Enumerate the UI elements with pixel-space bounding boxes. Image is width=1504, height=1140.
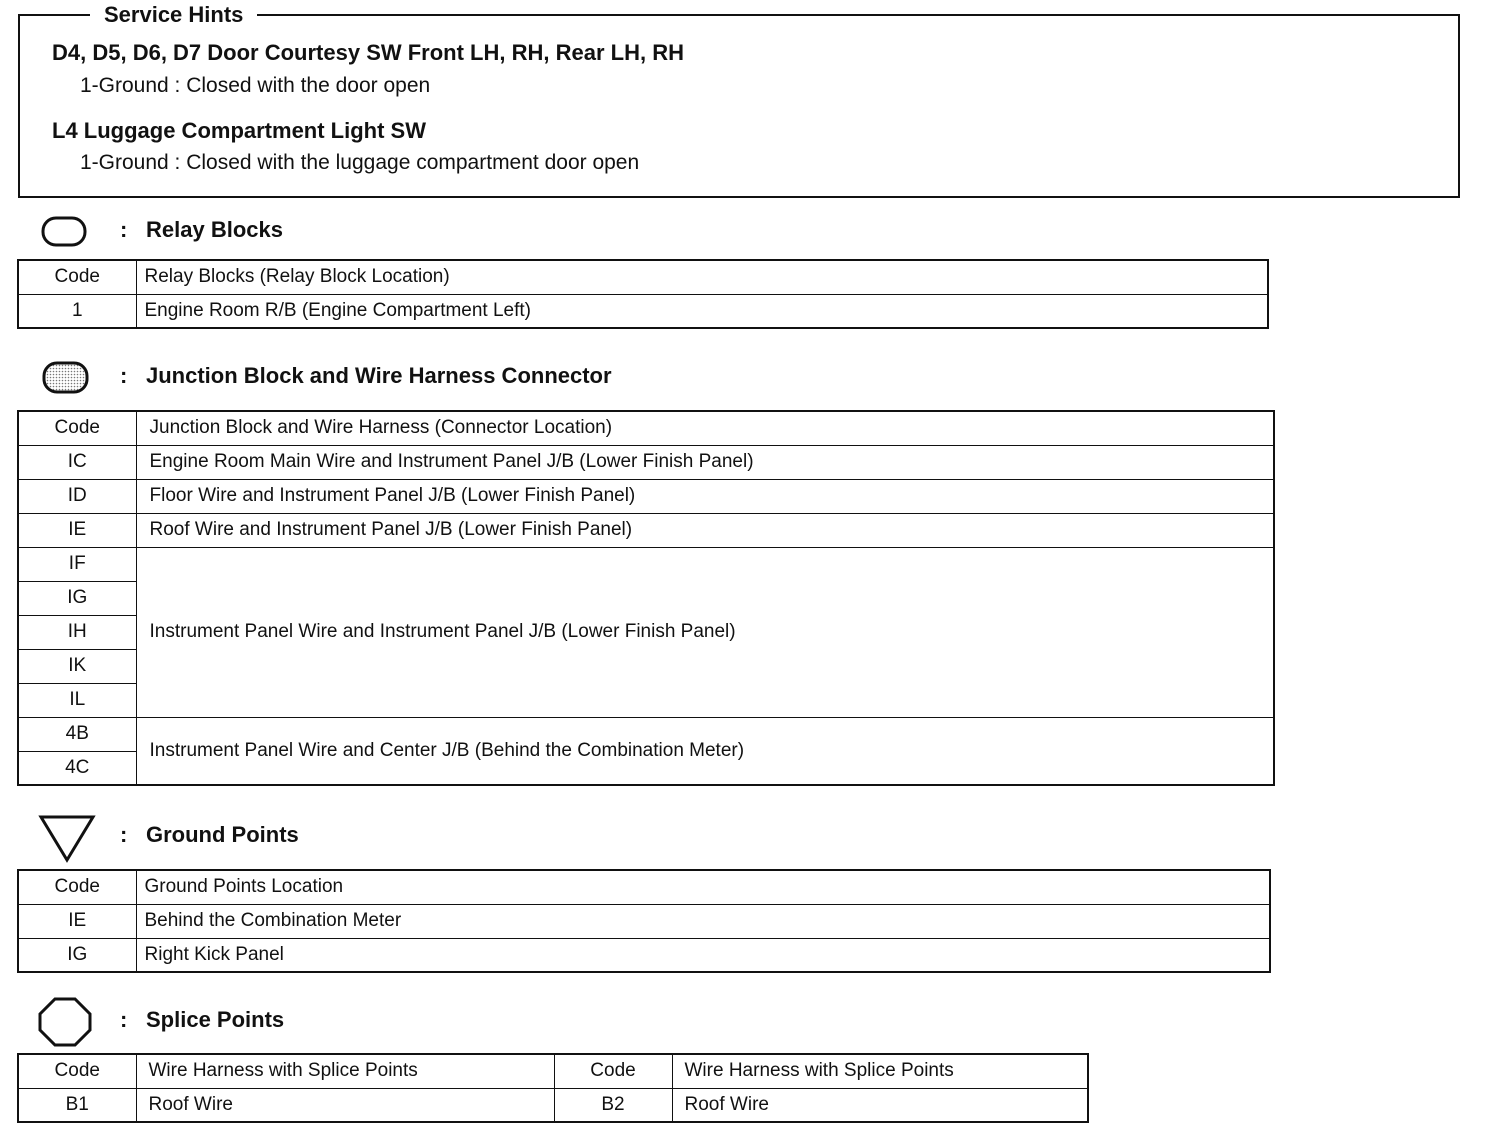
hint-desc-luggage-light: 1-Ground : Closed with the luggage compartment door open: [80, 151, 640, 174]
ground-points-table: [17, 869, 1271, 973]
service-hints-legend: Service Hints: [90, 2, 257, 28]
splice-points-heading: Splice Points: [146, 1007, 285, 1032]
code-header: Code: [18, 411, 136, 445]
table-row: [18, 479, 1274, 513]
relay-blocks-table: [17, 259, 1269, 329]
desc-header: Relay Blocks (Relay Block Location): [136, 260, 1268, 294]
row-code: IG: [18, 938, 136, 972]
desc-header: Ground Points Location: [136, 870, 1270, 904]
desc-header: Junction Block and Wire Harness (Connector Location): [136, 411, 1274, 445]
table-row: [18, 904, 1270, 938]
table-row: [18, 294, 1268, 328]
hint-desc-door-courtesy: 1-Ground : Closed with the door open: [80, 74, 431, 97]
hint-title-luggage-light: L4 Luggage Compartment Light SW: [52, 118, 426, 143]
splice-points-colon: :: [120, 1007, 128, 1032]
row-desc: Floor Wire and Instrument Panel J/B (Lower Finish Panel): [136, 479, 1274, 513]
code-header: Code: [18, 1054, 136, 1088]
row-code: B1: [18, 1088, 136, 1122]
triangle-down-icon: [38, 814, 96, 864]
row-desc: Engine Room R/B (Engine Compartment Left): [136, 294, 1268, 328]
row-code: 4B: [18, 717, 136, 751]
table-header-row: [18, 260, 1268, 294]
table-row: [18, 938, 1270, 972]
code-header: Code: [18, 260, 136, 294]
table-row: [18, 717, 1274, 751]
row-desc: Roof Wire: [136, 1088, 554, 1122]
table-row: [18, 445, 1274, 479]
row-desc: Engine Room Main Wire and Instrument Panel J/B (Lower Finish Panel): [136, 445, 1274, 479]
junction-heading: Junction Block and Wire Harness Connector: [146, 363, 612, 388]
junction-table: [17, 410, 1275, 786]
row-code: B2: [554, 1088, 672, 1122]
row-code: ID: [18, 479, 136, 513]
octagon-icon: [37, 996, 93, 1048]
relay-blocks-colon: :: [120, 217, 128, 242]
table-header-row: [18, 870, 1270, 904]
row-code: IC: [18, 445, 136, 479]
row-code: 4C: [18, 751, 136, 785]
relay-blocks-heading: Relay Blocks: [146, 217, 283, 242]
group-desc: Instrument Panel Wire and Center J/B (Behind the Combination Meter): [136, 717, 1274, 785]
code-header: Code: [554, 1054, 672, 1088]
row-desc: Right Kick Panel: [136, 938, 1270, 972]
junction-colon: :: [120, 363, 128, 388]
desc-header: Wire Harness with Splice Points: [136, 1054, 554, 1088]
row-desc: Roof Wire and Instrument Panel J/B (Lower Finish Panel): [136, 513, 1274, 547]
row-desc: Roof Wire: [672, 1088, 1088, 1122]
table-row: [18, 513, 1274, 547]
table-row: [18, 1088, 1088, 1122]
row-code: IG: [18, 581, 136, 615]
row-code: IF: [18, 547, 136, 581]
ground-points-colon: :: [120, 822, 128, 847]
desc-header: Wire Harness with Splice Points: [672, 1054, 1088, 1088]
shaded-rounded-rectangle-icon: [40, 358, 92, 398]
group-desc: Instrument Panel Wire and Instrument Panel J/B (Lower Finish Panel): [136, 547, 1274, 717]
code-header: Code: [18, 870, 136, 904]
hint-title-door-courtesy: D4, D5, D6, D7 Door Courtesy SW Front LH, RH, Rear LH, RH: [52, 40, 684, 65]
row-code: 1: [18, 294, 136, 328]
row-code: IL: [18, 683, 136, 717]
row-code: IE: [18, 904, 136, 938]
rounded-rectangle-icon: [40, 214, 90, 250]
splice-points-table: [17, 1053, 1089, 1123]
row-code: IH: [18, 615, 136, 649]
table-header-row: [18, 411, 1274, 445]
table-row: [18, 547, 1274, 581]
ground-points-heading: Ground Points: [146, 822, 299, 847]
row-code: IE: [18, 513, 136, 547]
table-header-row: [18, 1054, 1088, 1088]
row-code: IK: [18, 649, 136, 683]
row-desc: Behind the Combination Meter: [136, 904, 1270, 938]
